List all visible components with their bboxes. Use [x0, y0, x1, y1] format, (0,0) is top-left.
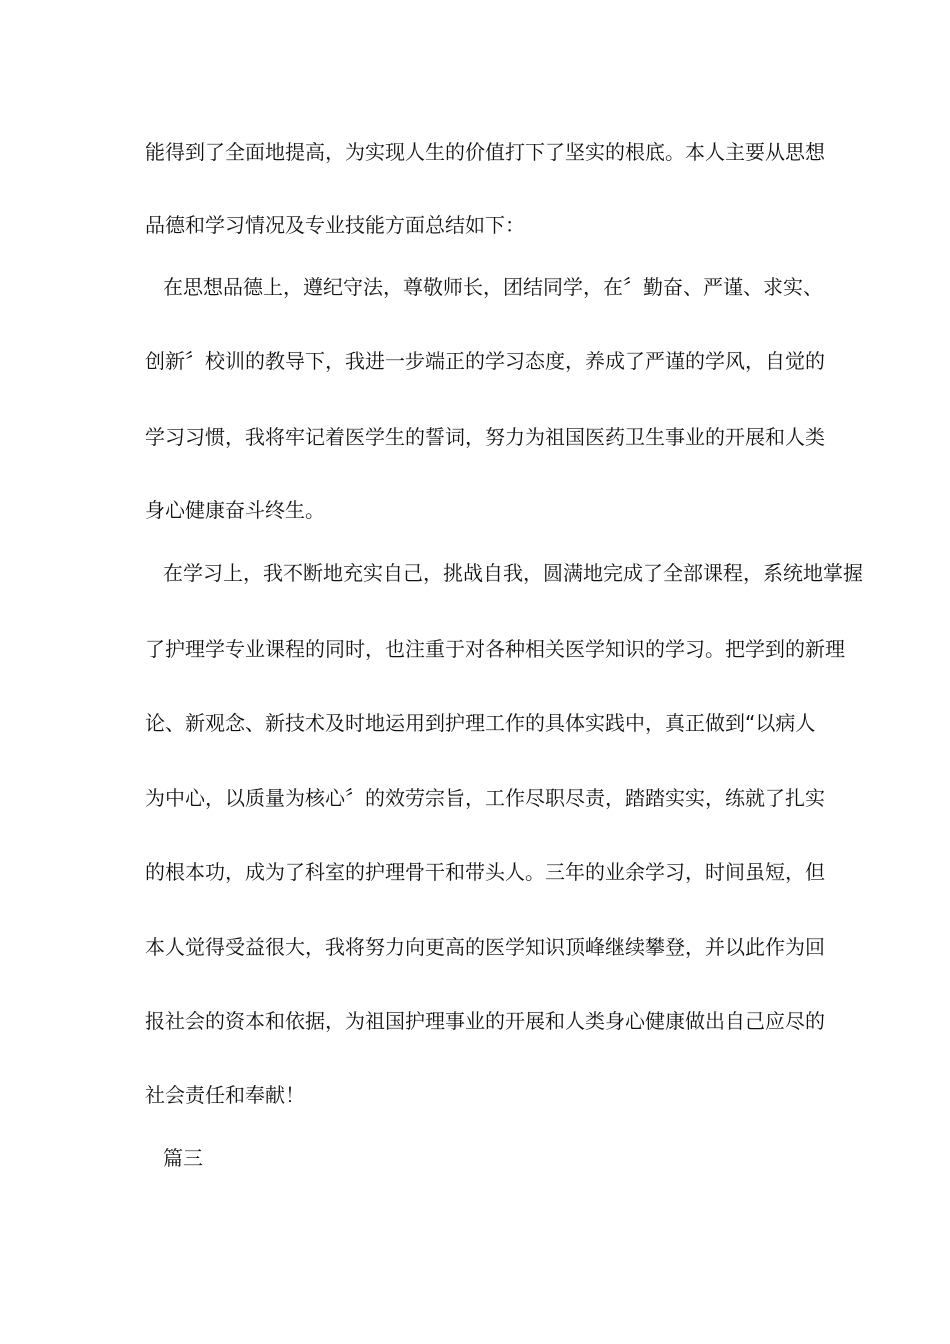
text-line: 的根本功，成为了科室的护理骨干和带头人。三年的业余学习，时间虽短，但 — [145, 860, 825, 884]
text-line: 能得到了全面地提高，为实现人生的价值打下了坚实的根底。本人主要从思想 — [145, 140, 825, 164]
paragraph-start-line: 在思想品德上，遵纪守法，尊敬师长，团结同学，在〞勤奋、严谨、求实、 — [163, 275, 823, 299]
text-line: 报社会的资本和依据，为祖国护理事业的开展和人类身心健康做出自己应尽的 — [145, 1009, 825, 1033]
text-line: 为中心，以质量为核心〞的效劳宗旨，工作尽职尽责，踏踏实实，练就了扎实 — [145, 786, 825, 810]
text-line: 社会责任和奉献！ — [145, 1083, 305, 1107]
section-heading: 篇三 — [163, 1146, 203, 1170]
text-line: 了护理学专业课程的同时，也注重于对各种相关医学知识的学习。把学到的新理 — [145, 637, 845, 661]
paragraph-start-line: 在学习上，我不断地充实自己，挑战自我，圆满地完成了全部课程，系统地掌握 — [163, 561, 863, 585]
text-line: 身心健康奋斗终生。 — [145, 498, 325, 522]
text-line: 本人觉得受益很大，我将努力向更高的医学知识顶峰继续攀登，并以此作为回 — [145, 935, 825, 959]
text-line: 论、新观念、新技术及时地运用到护理工作的具体实践中，真正做到“以病人 — [145, 711, 816, 735]
text-line: 创新〞校训的教导下，我进一步端正的学习态度，养成了严谨的学风，自觉的 — [145, 349, 825, 373]
text-line: 品德和学习情况及专业技能方面总结如下： — [145, 213, 525, 237]
text-line: 学习习惯，我将牢记着医学生的誓词，努力为祖国医药卫生事业的开展和人类 — [145, 425, 825, 449]
